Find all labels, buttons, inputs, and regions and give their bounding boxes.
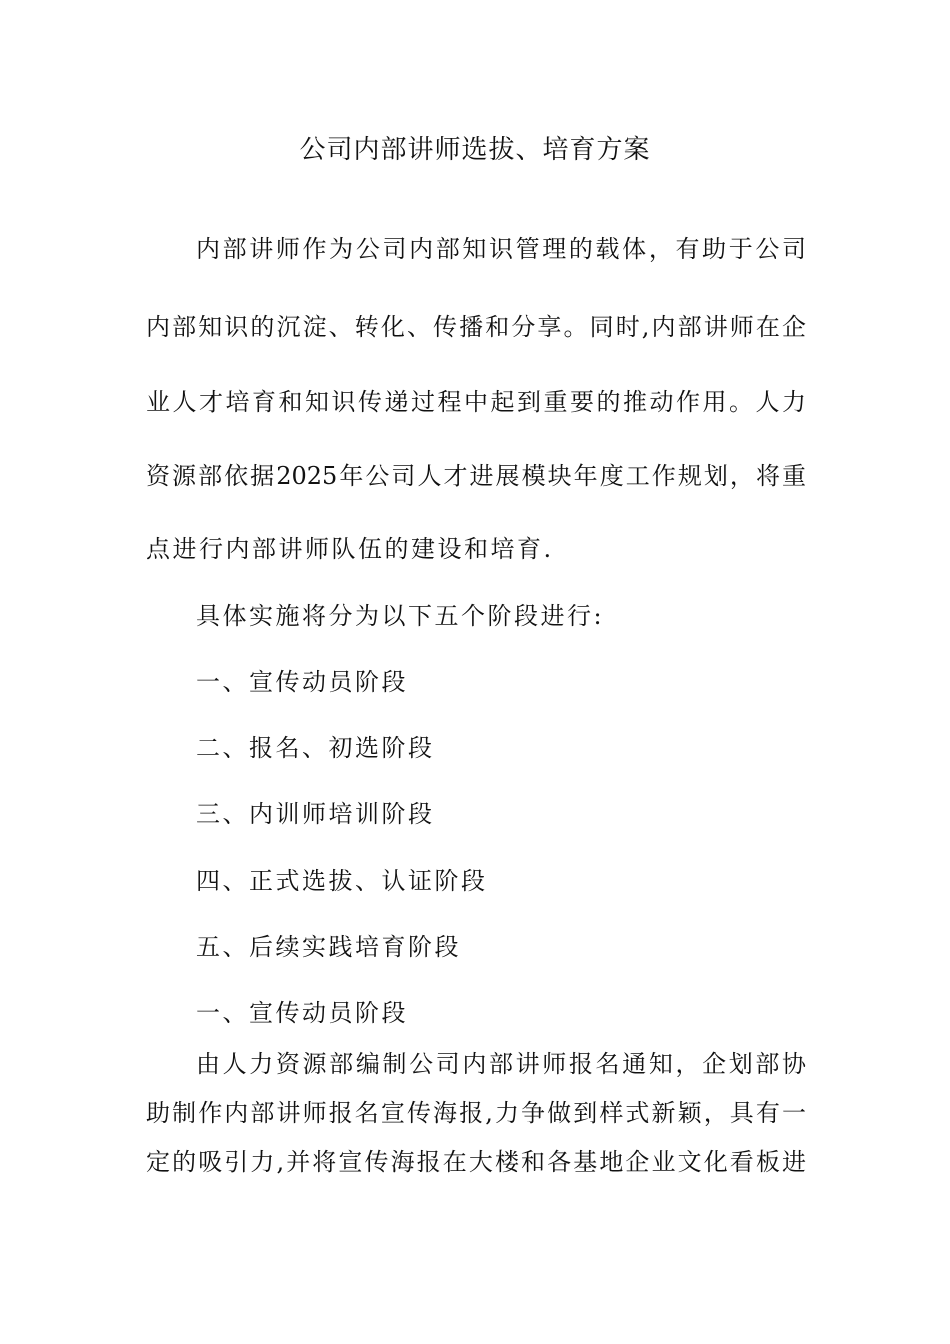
stage-item-5: 五、后续实践培育阶段: [196, 933, 461, 961]
section1-heading: 一、宣传动员阶段: [196, 999, 408, 1027]
intro-line-4: 资源部依据2025年公司人才进展模块年度工作规划，将重: [146, 462, 806, 490]
stage-item-2: 二、报名、初选阶段: [196, 734, 435, 762]
intro-line-2: 内部知识的沉淀、转化、传播和分享。同时,内部讲师在企: [146, 313, 806, 341]
section1-line-3: 定的吸引力,并将宣传海报在大楼和各基地企业文化看板进: [146, 1148, 806, 1176]
stages-intro: 具体实施将分为以下五个阶段进行:: [196, 602, 605, 630]
stage-item-1: 一、宣传动员阶段: [196, 668, 408, 696]
intro-line-1: 内部讲师作为公司内部知识管理的载体，有助于公司: [196, 235, 806, 263]
intro-line-3: 业人才培育和知识传递过程中起到重要的推动作用。人力: [146, 388, 806, 416]
intro-line-5: 点进行内部讲师队伍的建设和培育.: [146, 535, 554, 563]
stage-item-4: 四、正式选拔、认证阶段: [196, 867, 488, 895]
section1-line-1: 由人力资源部编制公司内部讲师报名通知，企划部协: [196, 1050, 806, 1078]
document-title: 公司内部讲师选拔、培育方案: [299, 135, 651, 165]
stage-item-3: 三、内训师培训阶段: [196, 800, 435, 828]
section1-line-2: 助制作内部讲师报名宣传海报,力争做到样式新颖，具有一: [146, 1099, 806, 1127]
